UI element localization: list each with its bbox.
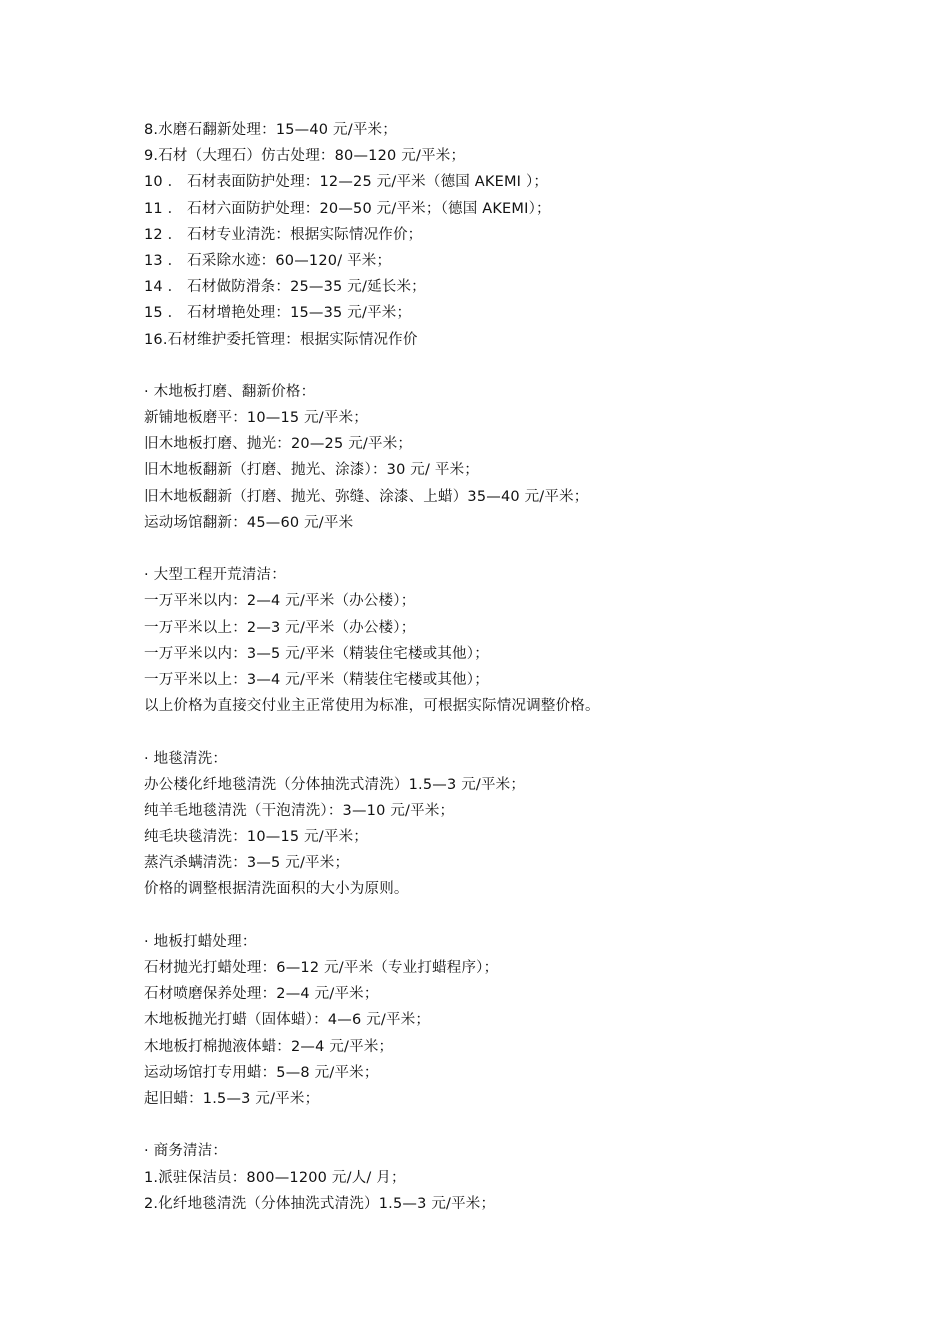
construction-note: 以上价格为直接交付业主正常使用为标准，可根据实际情况调整价格。	[144, 698, 600, 715]
stone-section	[144, 117, 884, 353]
section-gap	[144, 536, 884, 562]
stone-item: 13 ． 石采除水迹：60—120/ 平米；	[144, 252, 392, 269]
carpet-note: 价格的调整根据清洗面积的大小为原则。	[144, 881, 409, 898]
waxing-item: 木地板打棉抛液体蜡：2—4 元/平米；	[144, 1038, 394, 1055]
construction-item: 一万平米以上：3—4 元/平米（精装住宅楼或其他）；	[144, 671, 489, 688]
waxing-item: 石材喷磨保养处理：2—4 元/平米；	[144, 986, 379, 1003]
section-heading: · 大型工程开荒清洁：	[144, 567, 286, 584]
waxing-item: 木地板抛光打蜡（固体蜡）：4—6 元/平米；	[144, 1012, 431, 1029]
section-gap	[144, 719, 884, 745]
section-gap	[144, 903, 884, 929]
wood-floor-item: 旧木地板翻新（打磨、抛光、涂漆）：30 元/ 平米；	[144, 462, 480, 479]
stone-item: 8.水磨石翻新处理：15—40 元/平米；	[144, 122, 397, 138]
section-gap	[144, 353, 884, 379]
carpet-section	[144, 746, 884, 903]
construction-item: 一万平米以内：2—4 元/平米（办公楼）；	[144, 593, 416, 610]
section-heading: · 地毯清洗：	[144, 750, 228, 767]
wood-floor-item: 新铺地板磨平：10—15 元/平米；	[144, 410, 368, 427]
business-section	[144, 1138, 884, 1217]
section-heading: · 地板打蜡处理：	[144, 933, 257, 950]
construction-item: 一万平米以内：3—5 元/平米（精装住宅楼或其他）；	[144, 645, 489, 662]
waxing-section	[144, 929, 884, 1112]
construction-section	[144, 562, 884, 719]
stone-item: 11 ． 石材六面防护处理：20—50 元/平米；（德国 AKEMI）；	[144, 200, 551, 217]
business-item: 1.派驻保洁员：800—1200 元/人/ 月；	[144, 1169, 406, 1186]
carpet-item: 纯毛块毯清洗：10—15 元/平米；	[144, 829, 368, 846]
stone-item: 12 ． 石材专业清洗：根据实际情况作价；	[144, 226, 423, 243]
wood-floor-item: 旧木地板打磨、抛光：20—25 元/平米；	[144, 436, 413, 453]
waxing-item: 运动场馆打专用蜡：5—8 元/平米；	[144, 1064, 379, 1081]
document-page	[144, 117, 884, 1217]
section-heading: · 木地板打磨、翻新价格：	[144, 383, 316, 400]
stone-item: 14 ． 石材做防滑条：25—35 元/延长米；	[144, 279, 426, 296]
stone-item: 10 ． 石材表面防护处理：12—25 元/平米（德国 AKEMI ）；	[144, 174, 549, 191]
waxing-item: 起旧蜡：1.5—3 元/平米；	[144, 1090, 320, 1107]
business-item: 2.化纤地毯清洗（分体抽洗式清洗）1.5—3 元/平米；	[144, 1195, 496, 1212]
section-gap	[144, 1112, 884, 1138]
carpet-item: 蒸汽杀螨清洗：3—5 元/平米；	[144, 855, 350, 872]
carpet-item: 纯羊毛地毯清洗（干泡清洗）：3—10 元/平米；	[144, 802, 455, 819]
stone-item: 15 ． 石材增艳处理：15—35 元/平米；	[144, 305, 412, 322]
stone-item: 9.石材（大理石）仿古处理：80—120 元/平米；	[144, 148, 466, 165]
stone-item: 16.石材维护委托管理：根据实际情况作价	[144, 331, 418, 348]
wood-floor-item: 旧木地板翻新（打磨、抛光、弥缝、涂漆、上蜡）35—40 元/平米；	[144, 488, 589, 505]
carpet-item: 办公楼化纤地毯清洗（分体抽洗式清洗）1.5—3 元/平米；	[144, 776, 526, 793]
section-heading: · 商务清洁：	[144, 1143, 228, 1160]
wood-floor-section	[144, 379, 884, 536]
construction-item: 一万平米以上：2—3 元/平米（办公楼）；	[144, 619, 416, 636]
waxing-item: 石材抛光打蜡处理：6—12 元/平米（专业打蜡程序）；	[144, 960, 499, 976]
wood-floor-item: 运动场馆翻新：45—60 元/平米	[144, 514, 354, 531]
